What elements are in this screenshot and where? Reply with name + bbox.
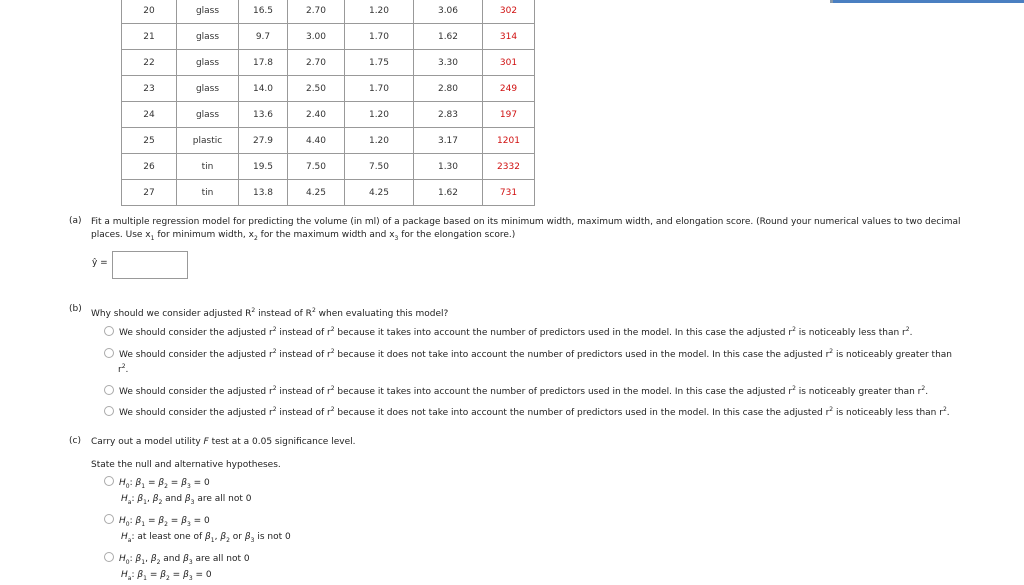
yhat-label: ŷ = — [92, 258, 108, 268]
table-row — [122, 50, 535, 76]
part-a-label: (a) — [69, 216, 82, 226]
table-cell: 3.00 — [288, 24, 345, 50]
table-cell: 26 — [122, 154, 177, 180]
part-b-question: Why should we consider adjusted $R^2$ instead of $R^2$ when evaluating this model? — [91, 307, 449, 319]
table-row — [122, 180, 535, 206]
regression-answer-input[interactable] — [112, 251, 188, 279]
table-cell: 2.70 — [288, 0, 345, 24]
option-b4[interactable]: We should consider the adjusted $r^2$ instead of $r^2$ because it does not take into account the number of predictors used in the model. In this case the adjusted $r^2$ is noticeably less than $r^2$. — [104, 404, 950, 419]
table-row — [122, 24, 535, 50]
radio-c3[interactable] — [104, 552, 114, 562]
table-cell: 3.30 — [414, 50, 483, 76]
table-cell: 13.6 — [239, 102, 288, 128]
table-row — [122, 128, 535, 154]
table-cell: 21 — [122, 24, 177, 50]
radio-c1[interactable] — [104, 476, 114, 486]
table-cell: 2.40 — [288, 102, 345, 128]
table-cell: 16.5 — [239, 0, 288, 24]
table-cell: 14.0 — [239, 76, 288, 102]
table-cell: 23 — [122, 76, 177, 102]
table-cell: 197 — [483, 102, 535, 128]
table-cell: 1.62 — [414, 24, 483, 50]
table-cell: glass — [177, 0, 239, 24]
table-cell: 1.20 — [345, 102, 414, 128]
table-cell: tin — [177, 180, 239, 206]
table-cell: 25 — [122, 128, 177, 154]
table-cell: 731 — [483, 180, 535, 206]
table-cell: 1201 — [483, 128, 535, 154]
option-b2[interactable]: We should consider the adjusted $r^2$ instead of $r^2$ because it does not take into account the number of predictors used in the model. In this case the adjusted $r^2$ is noticeably greater than $r^2$. — [104, 346, 1004, 376]
radio-c2[interactable] — [104, 514, 114, 524]
option-b1[interactable]: We should consider the adjusted $r^2$ instead of $r^2$ because it takes into account the number of predictors used in the model. In this case the adjusted $r^2$ is noticeably less than $r^2$. — [104, 324, 912, 339]
option-b3[interactable]: We should consider the adjusted $r^2$ instead of $r^2$ because it takes into account the number of predictors used in the model. In this case the adjusted $r^2$ is noticeably greater than $r^2$. — [104, 383, 928, 398]
table-cell: 9.7 — [239, 24, 288, 50]
table-cell: glass — [177, 24, 239, 50]
table-cell: 2.83 — [414, 102, 483, 128]
table-cell: glass — [177, 76, 239, 102]
table-cell: 24 — [122, 102, 177, 128]
table-cell: 1.70 — [345, 76, 414, 102]
table-cell: 1.75 — [345, 50, 414, 76]
table-cell: 1.20 — [345, 128, 414, 154]
radio-b1[interactable] — [104, 326, 114, 336]
part-c-question: Carry out a model utility F test at a 0.05 significance level. — [91, 437, 356, 447]
table-cell: 3.17 — [414, 128, 483, 154]
table-cell: glass — [177, 102, 239, 128]
table-cell: 1.30 — [414, 154, 483, 180]
scrollbar-thumb[interactable] — [830, 0, 1024, 3]
table-cell: 302 — [483, 0, 535, 24]
table-cell: 7.50 — [345, 154, 414, 180]
table-cell: 19.5 — [239, 154, 288, 180]
table-cell: 13.8 — [239, 180, 288, 206]
hypotheses-prompt: State the null and alternative hypotheses. — [91, 460, 281, 470]
table-cell: 2.50 — [288, 76, 345, 102]
hypothesis-option-2[interactable]: $H_0$: $\beta_1 = \beta_2 = \beta_3 = 0$ $H_a$: at least one of $\beta_1$, $\beta_2$ or $\beta_3$ is not 0 — [104, 514, 291, 547]
data-table — [121, 0, 535, 206]
part-c-label: (c) — [69, 436, 81, 446]
table-cell: 2.80 — [414, 76, 483, 102]
table-cell: glass — [177, 50, 239, 76]
table-cell: 1.70 — [345, 24, 414, 50]
radio-b4[interactable] — [104, 406, 114, 416]
table-cell: 27 — [122, 180, 177, 206]
table-cell: 17.8 — [239, 50, 288, 76]
table-cell: plastic — [177, 128, 239, 154]
table-cell: 2332 — [483, 154, 535, 180]
table-cell: 27.9 — [239, 128, 288, 154]
hypothesis-option-3[interactable]: $H_0$: $\beta_1$, $\beta_2$ and $\beta_3$ are all not 0 $H_a$: $\beta_1 = \beta_2 = \beta_3 = 0$ — [104, 552, 250, 585]
table-cell: tin — [177, 154, 239, 180]
table-cell: 7.50 — [288, 154, 345, 180]
table-cell: 314 — [483, 24, 535, 50]
hypothesis-option-1[interactable]: $H_0$: $\beta_1 = \beta_2 = \beta_3 = 0$ $H_a$: $\beta_1$, $\beta_2$ and $\beta_3$ are all not 0 — [104, 476, 251, 509]
table-cell: 4.40 — [288, 128, 345, 154]
table-cell: 3.06 — [414, 0, 483, 24]
table-cell: 1.20 — [345, 0, 414, 24]
part-a-question: Fit a multiple regression model for predicting the volume (in ml) of a package based on its minimum width, maximum width, and elongation score. (Round your numerical values to two decimal places. Use $x_1$ for minimum width, $x_2$ for the maximum width and $x_3$ for the elongation score.) — [91, 217, 961, 242]
table-cell: 301 — [483, 50, 535, 76]
table-cell: 22 — [122, 50, 177, 76]
table-cell: 4.25 — [345, 180, 414, 206]
table-row — [122, 102, 535, 128]
radio-b3[interactable] — [104, 385, 114, 395]
table-row — [122, 154, 535, 180]
table-cell: 249 — [483, 76, 535, 102]
table-cell: 1.62 — [414, 180, 483, 206]
part-b-label: (b) — [69, 304, 82, 314]
table-cell: 4.25 — [288, 180, 345, 206]
table-row — [122, 0, 535, 24]
radio-b2[interactable] — [104, 348, 114, 358]
table-row — [122, 76, 535, 102]
table-cell: 20 — [122, 0, 177, 24]
table-cell: 2.70 — [288, 50, 345, 76]
